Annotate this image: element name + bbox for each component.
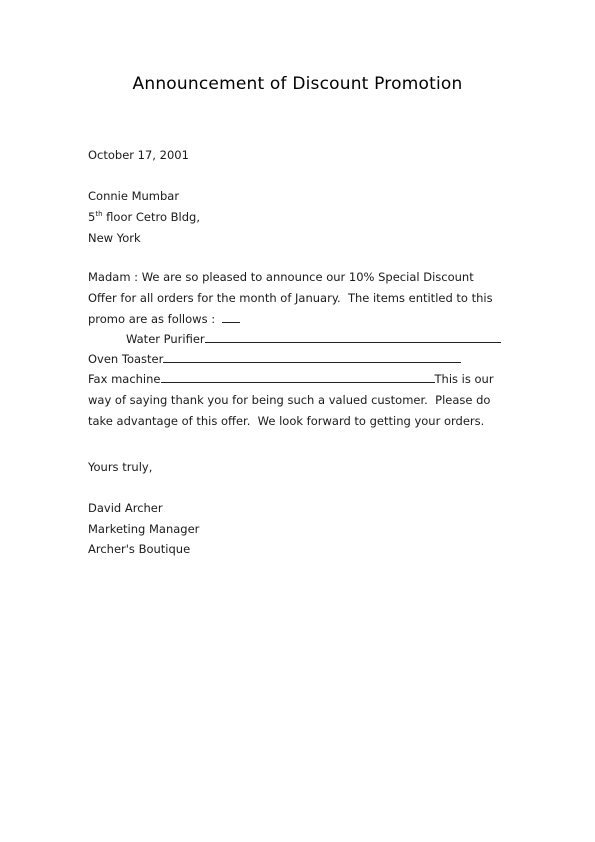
item-fill-line [161, 373, 435, 383]
recipient-city: New York [88, 231, 141, 245]
body-line-1: Madam : We are so pleased to announce our 10% Special Discount [88, 270, 474, 284]
item-fill-line [163, 353, 461, 363]
signature-name: David Archer [88, 501, 163, 515]
item-label: Water Purifier [126, 332, 205, 346]
promo-item-oven-toaster [88, 352, 461, 366]
signature-company: Archer's Boutique [88, 542, 191, 556]
blank-fill [222, 313, 240, 323]
address-rest: floor Cetro Bldg, [102, 210, 200, 224]
signature-position: Marketing Manager [88, 522, 200, 536]
body-line-3 [88, 312, 240, 326]
body-line-8: take advantage of this offer. We look forward to getting your orders. [88, 414, 485, 428]
promo-item-water-purifier [126, 332, 501, 346]
item-fill-line [205, 333, 501, 343]
floor-number: 5 [88, 210, 96, 224]
letter-date: October 17, 2001 [88, 148, 189, 162]
body-line-7: way of saying thank you for being such a valued customer. Please do [88, 393, 491, 407]
promo-item-fax-machine [88, 372, 494, 386]
closing: Yours truly, [88, 460, 153, 474]
floor-suffix: th [95, 210, 103, 218]
document-title: Announcement of Discount Promotion [132, 74, 463, 94]
item-tail-text: This is our [434, 372, 494, 386]
recipient-address [88, 210, 200, 224]
recipient-name: Connie Mumbar [88, 189, 180, 203]
body-line-2: Offer for all orders for the month of January. The items entitled to this [88, 291, 493, 305]
item-label: Fax machine [88, 372, 161, 386]
item-label: Oven Toaster [88, 352, 164, 366]
promo-intro: promo are as follows : [88, 312, 223, 326]
